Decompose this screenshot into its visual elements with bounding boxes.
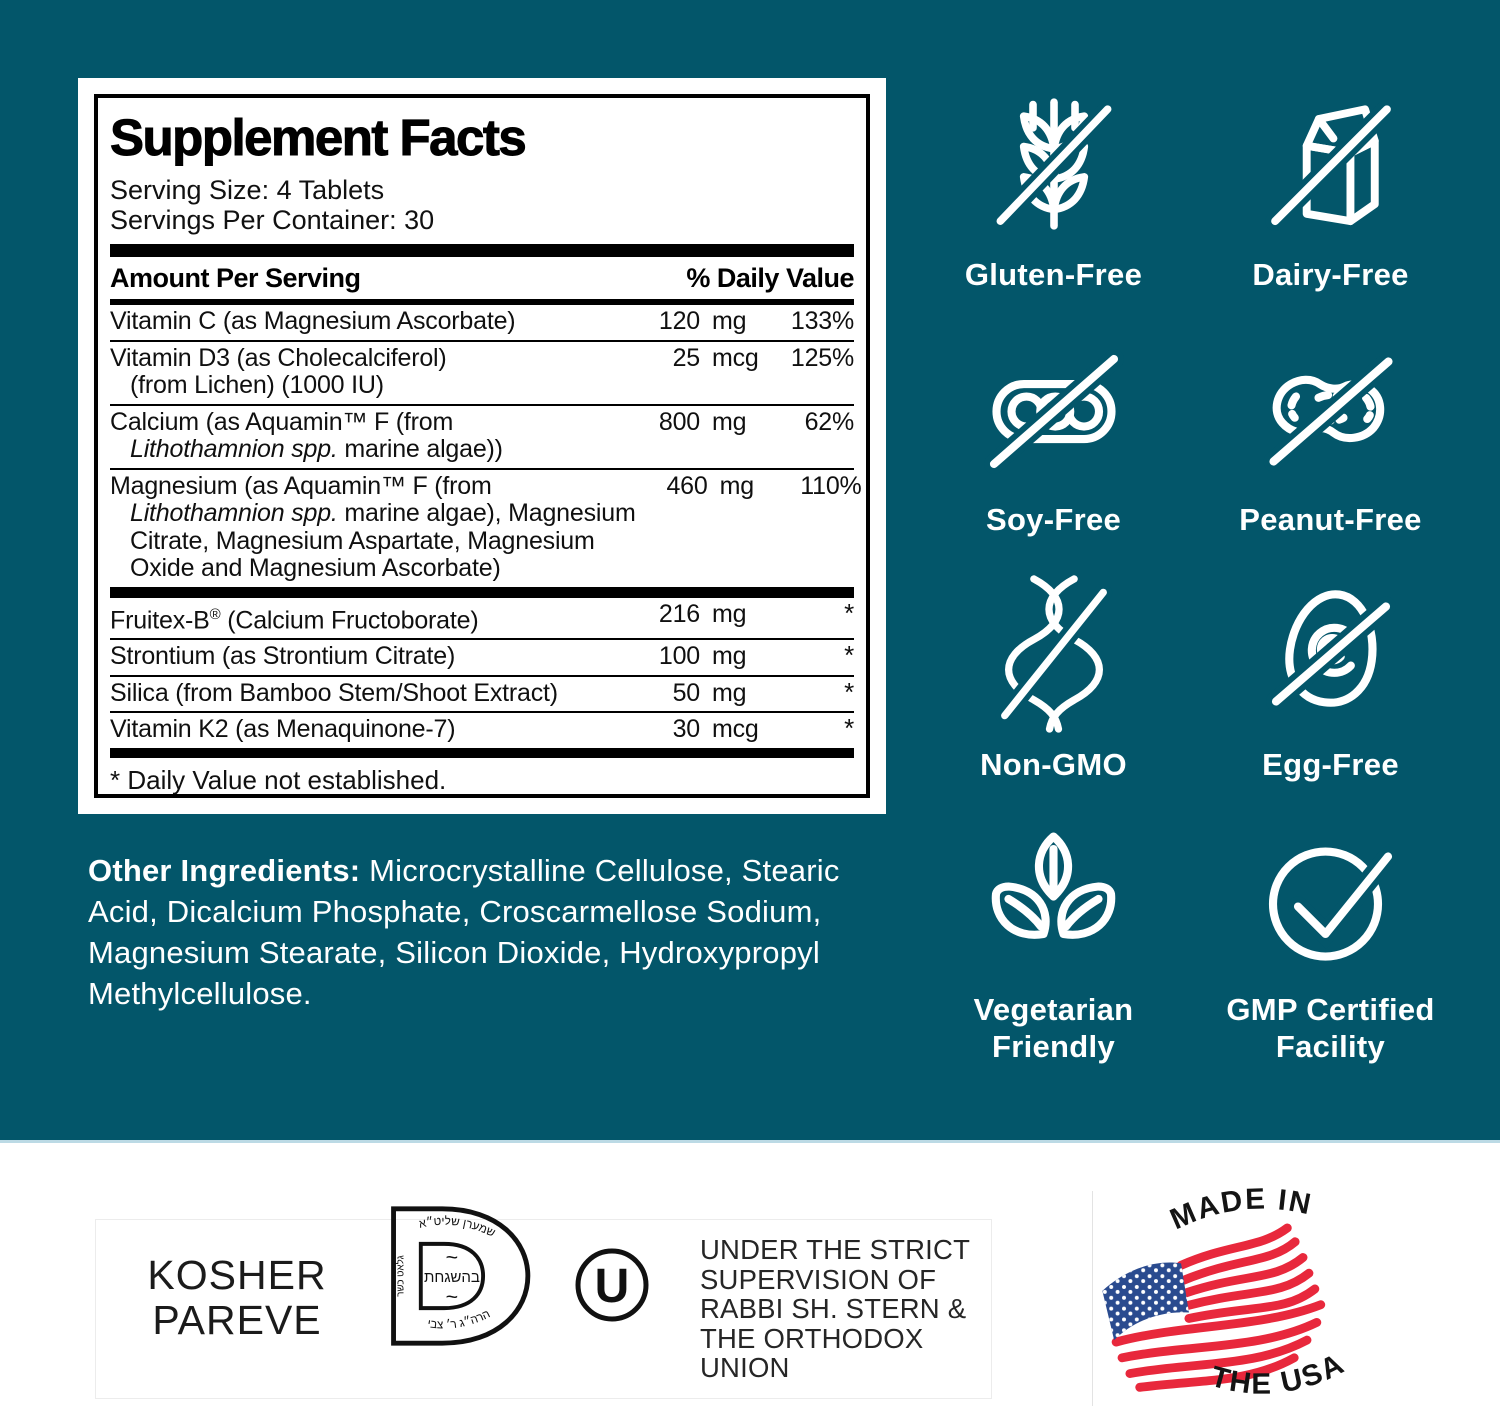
supplement-facts-panel bbox=[78, 78, 886, 814]
orthodox-union-icon bbox=[570, 1243, 654, 1327]
fact-name: Vitamin D3 (as Cholecalciferol) (from Lichen) (1000 IU) bbox=[110, 343, 447, 399]
divider-thick bbox=[110, 244, 854, 257]
supervision-line: SUPERVISION OF bbox=[700, 1263, 937, 1295]
fact-row bbox=[110, 711, 854, 748]
seal-inner-text: בהשגחת bbox=[423, 1268, 480, 1286]
milk-carton-slash-icon bbox=[1256, 80, 1406, 248]
fact-unit: mg bbox=[719, 471, 754, 500]
fact-row bbox=[110, 468, 862, 587]
fact-unit: mg bbox=[712, 407, 747, 436]
dna-slash-icon bbox=[986, 570, 1122, 738]
other-ingredients bbox=[88, 850, 850, 1014]
certification-footer bbox=[0, 1140, 1500, 1406]
fact-unit: mg bbox=[712, 678, 747, 707]
fact-unit: mcg bbox=[712, 715, 759, 744]
fact-row bbox=[110, 675, 854, 712]
facts-border bbox=[94, 94, 870, 798]
badge-dairy-free bbox=[1199, 80, 1462, 293]
seal-tilde-bottom: ~ bbox=[445, 1285, 459, 1310]
fact-name: Fruitex-B® (Calcium Fructoborate) bbox=[110, 605, 479, 634]
sprout-leaves-icon bbox=[976, 815, 1131, 983]
badge-peanut-free bbox=[1199, 325, 1462, 538]
svg-text:הרה״ג ר׳ צבי bbox=[426, 1307, 492, 1331]
egg-slash-icon bbox=[1256, 570, 1406, 738]
badge-label: Egg-Free bbox=[1262, 747, 1399, 782]
dietary-badges bbox=[922, 80, 1462, 1065]
fact-daily-value: * bbox=[844, 713, 854, 744]
badge-label: Gluten-Free bbox=[964, 257, 1143, 292]
fact-row bbox=[110, 404, 854, 468]
peanut-slash-icon bbox=[1251, 325, 1411, 493]
ou-letter: U bbox=[594, 1260, 630, 1313]
kosher-pareve-text bbox=[132, 1253, 342, 1343]
badge-label: Dairy-Free bbox=[1252, 257, 1409, 292]
fact-daily-value: * bbox=[844, 597, 854, 628]
made-in-text: MADE IN bbox=[1165, 1182, 1316, 1237]
seal-arc-top-text: שמערן שליט״א bbox=[417, 1214, 498, 1240]
fact-daily-value: * bbox=[844, 676, 854, 707]
kosher-d-seal-icon bbox=[362, 1203, 538, 1349]
fact-unit: mcg bbox=[712, 343, 759, 372]
fact-name: Silica (from Bamboo Stem/Shoot Extract) bbox=[110, 678, 558, 707]
facts-rows bbox=[110, 305, 862, 748]
fact-amount: 460 bbox=[666, 471, 708, 500]
fact-amount: 120 bbox=[658, 307, 700, 335]
fact-name: Strontium (as Strontium Citrate) bbox=[110, 642, 456, 671]
supervision-text bbox=[700, 1235, 970, 1383]
wheat-slash-icon bbox=[984, 80, 1124, 248]
supervision-line: RABBI SH. STERN & bbox=[700, 1293, 967, 1324]
badge-gluten-free bbox=[922, 80, 1185, 293]
badge-vegetarian-friendly bbox=[922, 815, 1185, 1065]
other-ingredients-text: Microcrystalline Cellulose, Stearic Acid, Dicalcium Phosphate, Croscarmellose Sodium, Magnesium Stearate, Silicon Dioxide, Hydroxypropyl Methylcellulose. bbox=[88, 853, 840, 1011]
serving-size: Serving Size: 4 Tablets bbox=[110, 175, 385, 205]
fact-amount: 216 bbox=[658, 599, 700, 628]
badge-label: GMP Certified Facility bbox=[1226, 992, 1435, 1064]
fact-name: Calcium (as Aquamin™ F (from Lithothamnion spp. marine algae)) bbox=[110, 407, 503, 463]
badge-gmp-certified-facility bbox=[1199, 815, 1462, 1065]
fact-name: Vitamin C (as Magnesium Ascorbate) bbox=[110, 307, 516, 335]
supervision-line: THE ORTHODOX bbox=[700, 1322, 924, 1354]
circle-check-icon bbox=[1253, 815, 1408, 983]
fact-daily-value: 62% bbox=[804, 407, 854, 436]
the-usa-text: THE USA bbox=[1207, 1346, 1351, 1401]
fact-name: Magnesium (as Aquamin™ F (from Lithothamnion spp. marine algae), Magnesium Citrate, Magnesium Aspartate, Magnesium Oxide and Magnesium Ascorbate) bbox=[110, 471, 636, 582]
made-in-usa-icon bbox=[1080, 1165, 1410, 1406]
seal-arc-bottom-text: הרה״ג ר׳ צבי bbox=[426, 1307, 493, 1332]
fact-daily-value: 125% bbox=[790, 343, 854, 372]
svg-text:MADE IN bbox=[1165, 1182, 1315, 1236]
fact-name: Vitamin K2 (as Menaquinone-7) bbox=[110, 715, 456, 744]
header-daily-value: % Daily Value bbox=[686, 263, 854, 293]
badge-soy-free bbox=[922, 325, 1185, 538]
facts-footnote: * Daily Value not established. bbox=[110, 764, 447, 795]
fact-daily-value: 133% bbox=[790, 307, 854, 335]
badge-label: Peanut-Free bbox=[1239, 502, 1422, 537]
fact-row bbox=[110, 638, 854, 675]
fact-unit: mg bbox=[712, 599, 747, 628]
kosher-line: KOSHER bbox=[147, 1252, 327, 1298]
badge-label: Non-GMO bbox=[980, 747, 1127, 782]
fact-amount: 30 bbox=[672, 715, 700, 744]
supervision-line: UNDER THE STRICT bbox=[700, 1234, 971, 1265]
divider-thick-bottom bbox=[110, 748, 854, 758]
fact-amount: 50 bbox=[672, 678, 700, 707]
fact-row bbox=[110, 587, 854, 639]
pareve-line: PAREVE bbox=[152, 1297, 322, 1343]
other-ingredients-label: Other Ingredients: bbox=[88, 853, 361, 888]
badge-egg-free bbox=[1199, 570, 1462, 783]
fact-amount: 800 bbox=[658, 407, 700, 436]
facts-column-headers bbox=[110, 257, 854, 299]
badge-non-gmo bbox=[922, 570, 1185, 783]
seal-side-text: גלאט כשר bbox=[395, 1255, 407, 1297]
fact-amount: 100 bbox=[658, 642, 700, 671]
servings-per-container: Servings Per Container: 30 bbox=[110, 205, 435, 235]
badge-label: Soy-Free bbox=[985, 502, 1122, 537]
soy-pod-slash-icon bbox=[974, 325, 1134, 493]
fact-amount: 25 bbox=[672, 343, 700, 372]
fact-daily-value: * bbox=[844, 640, 854, 671]
fact-unit: mg bbox=[712, 642, 747, 671]
fact-row bbox=[110, 340, 854, 404]
fact-row bbox=[110, 305, 854, 340]
header-amount-per-serving: Amount Per Serving bbox=[110, 263, 361, 293]
seal-tilde-top: ~ bbox=[445, 1245, 459, 1270]
facts-title: Supplement Facts bbox=[110, 109, 526, 166]
supervision-line: UNION bbox=[700, 1352, 790, 1383]
fact-unit: mg bbox=[712, 307, 747, 335]
fact-daily-value: 110% bbox=[800, 471, 862, 500]
badge-label: Vegetarian Friendly bbox=[973, 992, 1134, 1064]
